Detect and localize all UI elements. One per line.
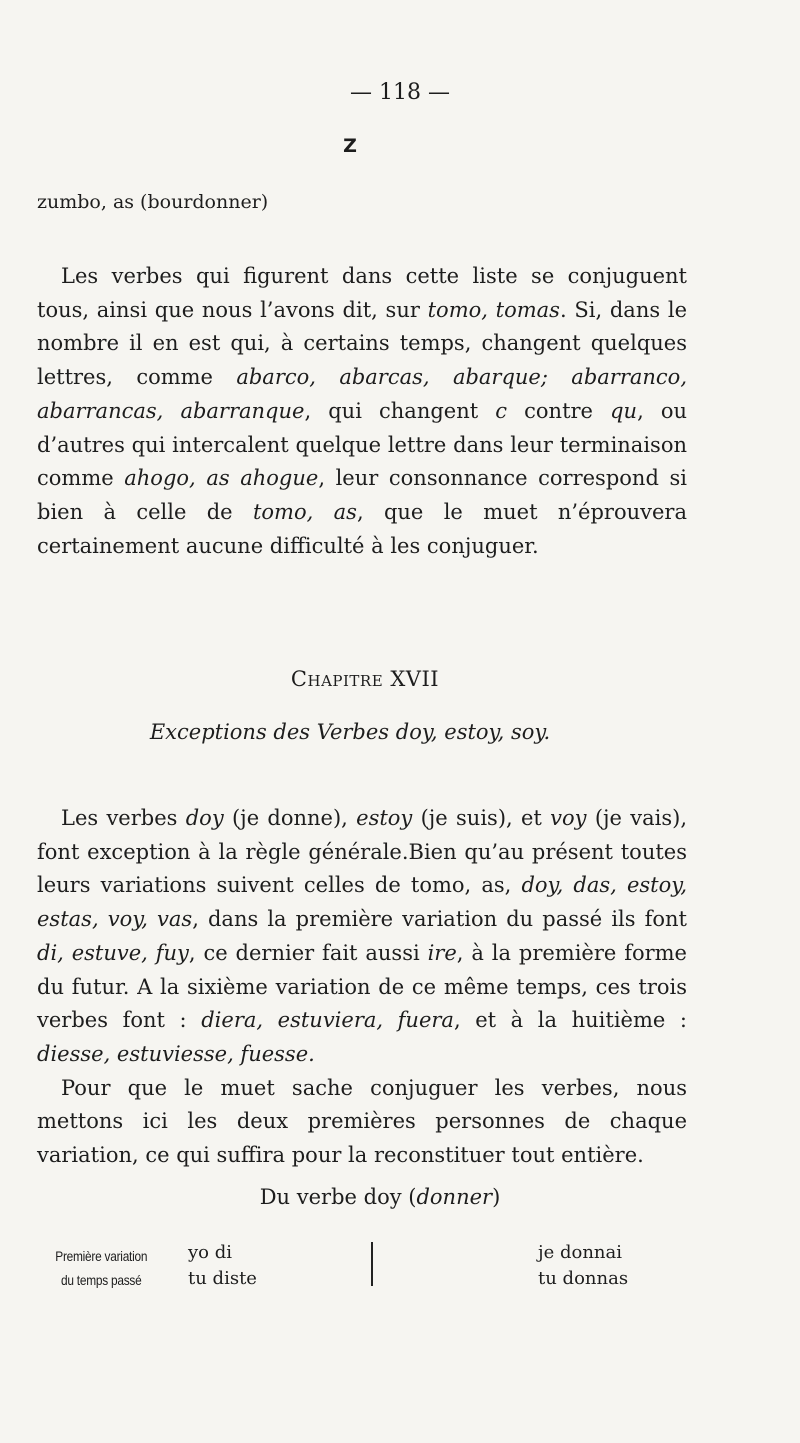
text-run: , ou d’autres qui intercalent quelque lettre dans leur terminaison comme — [37, 398, 688, 491]
text-run: , et à la huitième : — [453, 1008, 687, 1033]
italic-run: ire — [427, 940, 457, 965]
paragraph-block-exceptions — [37, 802, 687, 1173]
italic-run: c — [495, 398, 508, 423]
italic-run: qu — [610, 398, 638, 423]
italic-run: diesse, estuviesse, fuesse. — [37, 1041, 315, 1066]
text-run: , que le muet n’éprouvera certainement aucune difficulté à les conjuguer. — [37, 499, 687, 558]
chapter-title — [0, 667, 730, 691]
italic-run: voy — [550, 806, 587, 830]
italic-run: diera, estuviera, fuera — [201, 1008, 454, 1033]
italic-run: doy — [185, 806, 224, 830]
text-run: Les verbes — [61, 806, 186, 830]
section-letter: Z — [343, 135, 357, 157]
verb-heading-suffix: ) — [492, 1185, 501, 1209]
italic-run: doy, das, estoy, estas, voy, vas — [37, 873, 687, 932]
conjugation-label-line1: Première variation — [55, 1248, 148, 1264]
verb-heading-prefix: Du verbe doy ( — [259, 1185, 417, 1209]
column-divider — [371, 1242, 373, 1286]
text-run: contre — [507, 398, 611, 423]
paragraph-verbs-list — [37, 260, 687, 563]
text-run: , à la première forme du futur. A la sixième variation de ce même temps, ces trois verbes font : — [37, 940, 687, 1033]
conjugation-label-line2: du temps passé — [61, 1272, 142, 1288]
french-form: tu donnas — [538, 1268, 629, 1289]
chapter-subtitle: Exceptions des Verbes doy, estoy, soy. — [149, 720, 551, 744]
text-run: (je donne), — [223, 806, 357, 830]
text-run: Les verbes qui figurent dans cette liste se conjuguent tous, ainsi que nous l’avons dit, sur — [37, 264, 687, 322]
text-run: , qui changent — [304, 398, 496, 423]
italic-run: ahogo, as ahogue — [124, 466, 319, 491]
conjugation-label — [46, 1244, 157, 1292]
italic-run: estoy — [356, 806, 413, 830]
dictionary-entry: zumbo, as (bourdonner) — [37, 191, 269, 213]
french-forms — [538, 1240, 628, 1292]
italic-run: tomo, as — [252, 499, 357, 524]
italic-run: abarco, abarcas, abarque; abarranco, abarrancas, abarranque — [37, 365, 687, 423]
text-run: (je vais), font exception à la règle générale.Bien qu’au présent toutes leurs variations suivent celles de tomo, as, — [37, 806, 688, 898]
spanish-form: tu diste — [188, 1268, 257, 1289]
chapter-title-text: Chapitre XVII — [290, 667, 440, 691]
conjugation-table — [38, 1240, 688, 1300]
page-number: — 118 — — [350, 80, 450, 105]
verb-heading-italic: donner — [416, 1185, 493, 1209]
french-form: je donnai — [538, 1242, 622, 1263]
italic-run: tomo, tomas — [427, 297, 560, 322]
text-run: , ce dernier fait aussi — [188, 940, 428, 965]
text-run: , leur consonnance correspond si bien à celle de — [37, 466, 687, 524]
paragraph-exceptions — [37, 802, 687, 1072]
spanish-forms — [188, 1240, 257, 1292]
text-run: , dans la première variation du passé ils font — [192, 907, 688, 932]
verb-heading — [0, 1185, 760, 1209]
italic-run: di, estuve, fuy — [37, 940, 189, 965]
spanish-form: yo di — [188, 1242, 233, 1263]
paragraph-conjugation-note: Pour que le muet sache conjuguer les verbes, nous mettons ici les deux premières personnes de chaque variation, ce qui suffira pour la reconstituer tout entière. — [37, 1075, 687, 1168]
text-run: (je suis), et — [412, 806, 551, 830]
text-run: . Si, dans le nombre il en est qui, à certains temps, changent quelques lettres, comme — [37, 297, 687, 390]
